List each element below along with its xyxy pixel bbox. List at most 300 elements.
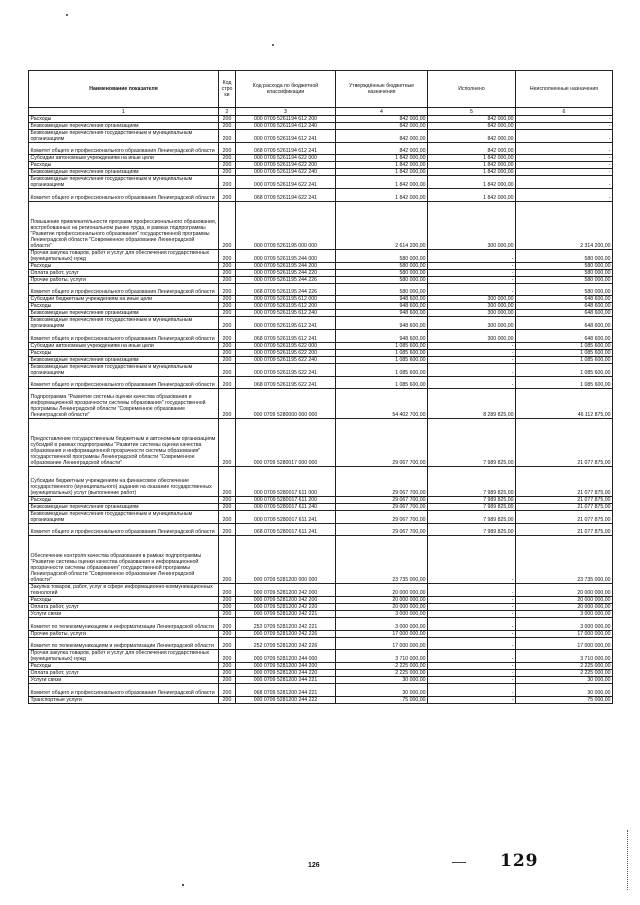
row-unexecuted: 580 000,00 — [516, 249, 613, 262]
row-approved: 842 000,00 — [336, 123, 428, 130]
row-name: Безвозмездные перечисления организациям — [29, 123, 219, 130]
row-name: Повышение привлекательности программ профессионального образования, востребованных на региональном рынке труда, в рамках подпрограммы "Развитие профессионального образования" государственной программы Ленинградской области "Современное образование Ленинградской области" — [29, 201, 219, 249]
row-unexecuted: - — [516, 143, 613, 155]
row-executed: 842 000,00 — [428, 130, 516, 143]
row-kbk: 000 0709 5261195 612 241 — [236, 317, 336, 330]
row-code: 200 — [219, 418, 236, 466]
row-executed: 1 842 000,00 — [428, 169, 516, 176]
row-executed: - — [428, 670, 516, 677]
row-executed: 300 000,00 — [428, 201, 516, 249]
table-row — [29, 143, 613, 155]
row-name: Субсидии автономным учреждениям на иные цели — [29, 155, 219, 162]
table-row — [29, 630, 613, 637]
row-code: 200 — [219, 176, 236, 189]
row-unexecuted: 3 000 000,00 — [516, 618, 613, 630]
table-row — [29, 418, 613, 466]
row-executed: 1 842 000,00 — [428, 189, 516, 201]
row-kbk: 000 0709 5281200 244 221 — [236, 677, 336, 684]
row-unexecuted: 2 225 000,00 — [516, 670, 613, 677]
row-name: Комитет общего и профессионального образования Ленинградской области — [29, 523, 219, 535]
row-kbk: 068 0709 5261195 622 241 — [236, 376, 336, 388]
row-name: Оплата работ, услуг — [29, 670, 219, 677]
row-code: 200 — [219, 349, 236, 356]
row-kbk: 000 0709 5281200 242 200 — [236, 597, 336, 604]
row-name: Безвозмездные перечисления государственным и муниципальным организациям — [29, 130, 219, 143]
row-executed: 7 989 825,00 — [428, 523, 516, 535]
row-approved: 2 225 000,00 — [336, 663, 428, 670]
row-kbk: 000 0709 5281200 000 000 — [236, 536, 336, 584]
row-name: Расходы — [29, 349, 219, 356]
row-name: Безвозмездные перечисления государственным и муниципальным организациям — [29, 176, 219, 189]
row-kbk: 000 0709 5261195 244 220 — [236, 269, 336, 276]
row-name: Комитет общего и профессионального образования Ленинградской области — [29, 283, 219, 295]
table-row — [29, 155, 613, 162]
row-executed: 300 000,00 — [428, 303, 516, 310]
header-name: Наименование показателя — [29, 71, 219, 108]
row-unexecuted: 3 000 000,00 — [516, 611, 613, 618]
row-code: 200 — [219, 677, 236, 684]
row-unexecuted: 1 085 600,00 — [516, 349, 613, 356]
row-code: 200 — [219, 303, 236, 310]
row-executed: 8 289 825,00 — [428, 388, 516, 418]
table-row — [29, 584, 613, 597]
row-executed: - — [428, 356, 516, 363]
row-unexecuted: 30 000,00 — [516, 677, 613, 684]
row-executed: 7 989 825,00 — [428, 418, 516, 466]
row-executed: - — [428, 276, 516, 283]
table-row — [29, 523, 613, 535]
row-approved: 1 085 600,00 — [336, 376, 428, 388]
row-unexecuted: 17 000 000,00 — [516, 630, 613, 637]
row-code: 200 — [219, 663, 236, 670]
scan-speck — [66, 14, 68, 16]
table-row — [29, 677, 613, 684]
row-name: Безвозмездные перечисления государственным и муниципальным организациям — [29, 363, 219, 376]
row-unexecuted: 648 600,00 — [516, 303, 613, 310]
table-header-row — [29, 71, 613, 108]
table-row — [29, 123, 613, 130]
row-kbk: 000 0709 5281200 242 221 — [236, 611, 336, 618]
row-approved: 75 000,00 — [336, 696, 428, 703]
row-executed: - — [428, 597, 516, 604]
row-code: 200 — [219, 262, 236, 269]
row-unexecuted: 21 077 875,00 — [516, 496, 613, 503]
row-unexecuted: 648 600,00 — [516, 330, 613, 342]
row-name: Безвозмездные перечисления государственным и муниципальным организациям — [29, 317, 219, 330]
table-row — [29, 356, 613, 363]
row-executed: - — [428, 283, 516, 295]
table-row — [29, 663, 613, 670]
row-code: 200 — [219, 330, 236, 342]
row-unexecuted: 648 600,00 — [516, 296, 613, 303]
row-executed: 300 000,00 — [428, 296, 516, 303]
row-kbk: 000 0709 5281200 242 220 — [236, 604, 336, 611]
row-kbk: 000 0709 5261194 612 200 — [236, 116, 336, 123]
budget-report-sheet — [28, 70, 612, 704]
table-row — [29, 496, 613, 503]
row-code: 200 — [219, 356, 236, 363]
row-name: Услуги связи — [29, 611, 219, 618]
row-approved: 1 842 000,00 — [336, 189, 428, 201]
row-code: 200 — [219, 684, 236, 696]
table-row — [29, 349, 613, 356]
table-row — [29, 503, 613, 510]
row-kbk: 068 0709 5261195 244 226 — [236, 283, 336, 295]
row-kbk: 000 0709 5281200 242 000 — [236, 584, 336, 597]
row-code: 200 — [219, 618, 236, 630]
row-executed: - — [428, 342, 516, 349]
row-unexecuted: 23 735 000,00 — [516, 536, 613, 584]
row-code: 200 — [219, 276, 236, 283]
table-row — [29, 310, 613, 317]
row-executed: 842 000,00 — [428, 116, 516, 123]
row-kbk: 000 0709 5261195 244 200 — [236, 262, 336, 269]
column-number-row — [29, 108, 613, 116]
row-code: 200 — [219, 466, 236, 496]
row-unexecuted: 580 000,00 — [516, 283, 613, 295]
row-code: 200 — [219, 169, 236, 176]
row-approved: 580 000,00 — [336, 249, 428, 262]
table-row — [29, 363, 613, 376]
row-name: Прочие работы, услуги — [29, 276, 219, 283]
row-approved: 23 735 000,00 — [336, 536, 428, 584]
row-code: 200 — [219, 604, 236, 611]
row-unexecuted: 648 600,00 — [516, 317, 613, 330]
row-kbk: 000 0709 5261195 622 241 — [236, 363, 336, 376]
row-kbk: 000 0709 5261194 612 240 — [236, 123, 336, 130]
row-executed: - — [428, 677, 516, 684]
row-unexecuted: 30 000,00 — [516, 684, 613, 696]
row-approved: 3 000 000,00 — [336, 618, 428, 630]
row-kbk: 068 0709 5261194 612 241 — [236, 143, 336, 155]
row-name: Расходы — [29, 303, 219, 310]
row-executed: - — [428, 663, 516, 670]
row-kbk: 000 0709 5281200 244 000 — [236, 650, 336, 663]
row-unexecuted: 580 000,00 — [516, 276, 613, 283]
row-unexecuted: 2 314 200,00 — [516, 201, 613, 249]
row-unexecuted: - — [516, 116, 613, 123]
row-code: 200 — [219, 363, 236, 376]
row-approved: 1 842 000,00 — [336, 155, 428, 162]
row-code: 200 — [219, 155, 236, 162]
row-approved: 948 600,00 — [336, 310, 428, 317]
table-row — [29, 637, 613, 649]
row-approved: 20 000 000,00 — [336, 604, 428, 611]
row-executed: 7 989 825,00 — [428, 510, 516, 523]
table-row — [29, 249, 613, 262]
header-unexecuted: Неисполненные назначения — [516, 71, 613, 108]
row-approved: 3 000 000,00 — [336, 611, 428, 618]
row-unexecuted: - — [516, 176, 613, 189]
row-executed: - — [428, 696, 516, 703]
row-name: Расходы — [29, 496, 219, 503]
row-approved: 580 000,00 — [336, 283, 428, 295]
row-code: 200 — [219, 388, 236, 418]
row-name: Комитет по телекоммуникациям и информатизации Ленинградской области — [29, 618, 219, 630]
row-name: Безвозмездные перечисления организациям — [29, 356, 219, 363]
header-code: Код стро ки — [219, 71, 236, 108]
row-code: 200 — [219, 523, 236, 535]
table-row — [29, 670, 613, 677]
row-unexecuted: 17 000 000,00 — [516, 637, 613, 649]
row-kbk: 068 0709 5261195 612 241 — [236, 330, 336, 342]
row-executed: - — [428, 611, 516, 618]
table-row — [29, 262, 613, 269]
table-row — [29, 510, 613, 523]
row-name: Закупка товаров, работ, услуг в сфере информационно-коммуникационных технологий — [29, 584, 219, 597]
row-approved: 1 842 000,00 — [336, 169, 428, 176]
budget-execution-table — [28, 70, 613, 704]
table-row — [29, 696, 613, 703]
row-approved: 580 000,00 — [336, 269, 428, 276]
row-code: 200 — [219, 317, 236, 330]
row-kbk: 000 0709 5280017 611 000 — [236, 466, 336, 496]
table-row — [29, 611, 613, 618]
row-approved: 2 614 200,00 — [336, 201, 428, 249]
row-approved: 20 000 000,00 — [336, 584, 428, 597]
column-number: 4 — [336, 108, 428, 116]
row-name: Предоставление государственным бюджетным и автономным организациям субсидий в рамках подпрограммы "Развитие системы оценки качества образования и информационной прозрачности системы образования" государственной программы Ленинградской области "Современное образование Ленинградской области" — [29, 418, 219, 466]
table-row — [29, 330, 613, 342]
row-code: 200 — [219, 696, 236, 703]
row-executed: - — [428, 618, 516, 630]
row-kbk: 252 0709 5281200 242 226 — [236, 637, 336, 649]
row-code: 200 — [219, 269, 236, 276]
table-row — [29, 176, 613, 189]
row-approved: 1 842 000,00 — [336, 162, 428, 169]
column-number: 5 — [428, 108, 516, 116]
row-name: Расходы — [29, 116, 219, 123]
row-kbk: 000 0709 5261195 612 240 — [236, 310, 336, 317]
row-name: Прочие работы, услуги — [29, 630, 219, 637]
scan-speck — [182, 884, 184, 886]
row-kbk: 000 0709 5261195 622 000 — [236, 342, 336, 349]
row-code: 200 — [219, 162, 236, 169]
row-name: Оплата работ, услуг — [29, 604, 219, 611]
row-name: Безвозмездные перечисления государственным и муниципальным организациям — [29, 510, 219, 523]
row-approved: 842 000,00 — [336, 116, 428, 123]
table-row — [29, 162, 613, 169]
table-row — [29, 388, 613, 418]
row-kbk: 068 0709 5281200 244 221 — [236, 684, 336, 696]
row-executed: - — [428, 684, 516, 696]
row-name: Комитет общего и профессионального образования Ленинградской области — [29, 684, 219, 696]
row-unexecuted: 20 000 000,00 — [516, 584, 613, 597]
row-unexecuted: 1 085 600,00 — [516, 363, 613, 376]
row-name: Субсидии бюджетным учреждениям на иные цели — [29, 296, 219, 303]
table-row — [29, 604, 613, 611]
row-code: 200 — [219, 342, 236, 349]
row-kbk: 000 0709 5261195 244 226 — [236, 276, 336, 283]
row-executed: - — [428, 262, 516, 269]
row-unexecuted: - — [516, 189, 613, 201]
handwritten-page-stamp: 129 — [500, 851, 539, 871]
row-kbk: 000 0709 5261195 612 000 — [236, 296, 336, 303]
row-code: 200 — [219, 296, 236, 303]
table-row — [29, 269, 613, 276]
row-approved: 580 000,00 — [336, 276, 428, 283]
row-approved: 842 000,00 — [336, 130, 428, 143]
row-code: 200 — [219, 283, 236, 295]
row-executed: 7 989 825,00 — [428, 496, 516, 503]
row-code: 200 — [219, 189, 236, 201]
row-code: 200 — [219, 503, 236, 510]
row-code: 200 — [219, 611, 236, 618]
row-executed: - — [428, 536, 516, 584]
row-kbk: 000 0709 5281200 242 226 — [236, 630, 336, 637]
row-name: Расходы — [29, 663, 219, 670]
row-kbk: 000 0709 5280017 611 200 — [236, 496, 336, 503]
table-row — [29, 317, 613, 330]
row-code: 200 — [219, 116, 236, 123]
row-unexecuted: 20 000 000,00 — [516, 604, 613, 611]
row-name: Комитет по телекоммуникациям и информатизации Ленинградской области — [29, 637, 219, 649]
row-code: 200 — [219, 201, 236, 249]
row-unexecuted: - — [516, 123, 613, 130]
table-row — [29, 169, 613, 176]
row-name: Оплата работ, услуг — [29, 269, 219, 276]
row-executed: - — [428, 650, 516, 663]
row-executed: 1 842 000,00 — [428, 162, 516, 169]
table-row — [29, 130, 613, 143]
row-code: 200 — [219, 670, 236, 677]
row-approved: 948 600,00 — [336, 330, 428, 342]
row-kbk: 000 0709 5281200 244 222 — [236, 696, 336, 703]
row-unexecuted: - — [516, 155, 613, 162]
row-name: Обеспечение контроля качества образования в рамках подпрограммы "Развитие системы оценки качества образования и информационной прозрачности системы образования" государственной программы Ленинградской области "Современное образование Ленинградской области" — [29, 536, 219, 584]
table-row — [29, 189, 613, 201]
row-name: Комитет общего и профессионального образования Ленинградской области — [29, 143, 219, 155]
row-code: 200 — [219, 536, 236, 584]
table-row — [29, 276, 613, 283]
row-name: Прочая закупка товаров, работ и услуг для обеспечения государственных (муниципальных) нужд — [29, 249, 219, 262]
row-executed: 300 000,00 — [428, 317, 516, 330]
row-kbk: 000 0709 5280017 000 000 — [236, 418, 336, 466]
row-approved: 17 000 000,00 — [336, 630, 428, 637]
row-unexecuted: 2 225 000,00 — [516, 663, 613, 670]
row-approved: 948 600,00 — [336, 296, 428, 303]
row-name: Услуги связи — [29, 677, 219, 684]
row-name: Комитет общего и профессионального образования Ленинградской области — [29, 330, 219, 342]
row-approved: 842 000,00 — [336, 143, 428, 155]
row-approved: 1 842 000,00 — [336, 176, 428, 189]
row-executed: 7 989 825,00 — [428, 466, 516, 496]
column-number: 3 — [236, 108, 336, 116]
row-executed: - — [428, 630, 516, 637]
table-row — [29, 342, 613, 349]
column-number: 1 — [29, 108, 219, 116]
row-approved: 2 225 000,00 — [336, 670, 428, 677]
table-row — [29, 296, 613, 303]
row-unexecuted: 21 077 875,00 — [516, 510, 613, 523]
row-approved: 20 000 000,00 — [336, 597, 428, 604]
row-executed: - — [428, 584, 516, 597]
row-kbk: 000 0709 5261194 612 241 — [236, 130, 336, 143]
row-unexecuted: 1 085 600,00 — [516, 356, 613, 363]
row-unexecuted: - — [516, 162, 613, 169]
row-approved: 30 000,00 — [336, 677, 428, 684]
row-approved: 29 067 700,00 — [336, 510, 428, 523]
row-code: 200 — [219, 597, 236, 604]
header-approved: Утверждённые бюджетные назначения — [336, 71, 428, 108]
row-unexecuted: 21 077 875,00 — [516, 523, 613, 535]
table-row — [29, 283, 613, 295]
row-code: 200 — [219, 584, 236, 597]
row-unexecuted: 21 077 875,00 — [516, 418, 613, 466]
row-name: Прочая закупка товаров, работ и услуг для обеспечения государственных (муниципальных) нужд — [29, 650, 219, 663]
table-row — [29, 466, 613, 496]
row-unexecuted: 46 112 875,00 — [516, 388, 613, 418]
row-kbk: 000 0709 5261195 622 200 — [236, 349, 336, 356]
row-approved: 54 402 700,00 — [336, 388, 428, 418]
row-kbk: 000 0709 5261194 622 200 — [236, 162, 336, 169]
column-number: 6 — [516, 108, 613, 116]
row-approved: 29 067 700,00 — [336, 503, 428, 510]
row-executed: - — [428, 269, 516, 276]
row-approved: 29 067 700,00 — [336, 496, 428, 503]
row-kbk: 000 0709 5280017 611 240 — [236, 503, 336, 510]
row-code: 200 — [219, 496, 236, 503]
row-kbk: 068 0709 5280017 611 241 — [236, 523, 336, 535]
row-code: 200 — [219, 637, 236, 649]
footer-dash — [452, 862, 466, 863]
row-unexecuted: 3 710 000,00 — [516, 650, 613, 663]
row-name: Безвозмездные перечисления организациям — [29, 310, 219, 317]
row-approved: 1 085 600,00 — [336, 363, 428, 376]
row-kbk: 000 0709 5261195 000 000 — [236, 201, 336, 249]
row-kbk: 000 0709 5280017 611 241 — [236, 510, 336, 523]
row-approved: 948 600,00 — [336, 303, 428, 310]
table-row — [29, 650, 613, 663]
row-code: 200 — [219, 650, 236, 663]
row-executed: 842 000,00 — [428, 123, 516, 130]
row-approved: 948 600,00 — [336, 317, 428, 330]
row-executed: - — [428, 249, 516, 262]
row-kbk: 000 0709 5261194 622 241 — [236, 176, 336, 189]
row-kbk: 068 0709 5261194 622 241 — [236, 189, 336, 201]
row-kbk: 000 0709 5281200 244 200 — [236, 663, 336, 670]
row-kbk: 000 0709 5261195 244 000 — [236, 249, 336, 262]
row-approved: 580 000,00 — [336, 262, 428, 269]
row-approved: 29 067 700,00 — [336, 523, 428, 535]
row-unexecuted: 1 085 600,00 — [516, 376, 613, 388]
row-executed: - — [428, 604, 516, 611]
table-row — [29, 618, 613, 630]
row-executed: 1 842 000,00 — [428, 155, 516, 162]
page-number: 126 — [308, 862, 320, 869]
row-approved: 1 085 600,00 — [336, 342, 428, 349]
row-approved: 1 085 600,00 — [336, 349, 428, 356]
row-name: Субсидии автономным учреждениям на иные цели — [29, 342, 219, 349]
row-unexecuted: 21 077 875,00 — [516, 466, 613, 496]
header-executed: Исполнено — [428, 71, 516, 108]
row-approved: 29 067 700,00 — [336, 418, 428, 466]
row-kbk: 000 0709 5261194 622 000 — [236, 155, 336, 162]
row-code: 200 — [219, 630, 236, 637]
row-name: Субсидии бюджетным учреждениям на финансовое обеспечение государственного (муниципального) задания на оказание государственных (муниципальных) услуг (выполнение работ) — [29, 466, 219, 496]
row-unexecuted: 20 000 000,00 — [516, 597, 613, 604]
row-approved: 1 085 600,00 — [336, 356, 428, 363]
row-unexecuted: 75 000,00 — [516, 696, 613, 703]
row-name: Транспортные услуги — [29, 696, 219, 703]
row-name: Расходы — [29, 262, 219, 269]
row-unexecuted: - — [516, 130, 613, 143]
scan-speck — [272, 44, 274, 46]
table-row — [29, 536, 613, 584]
column-number: 2 — [219, 108, 236, 116]
row-executed: - — [428, 363, 516, 376]
table-body — [29, 116, 613, 704]
